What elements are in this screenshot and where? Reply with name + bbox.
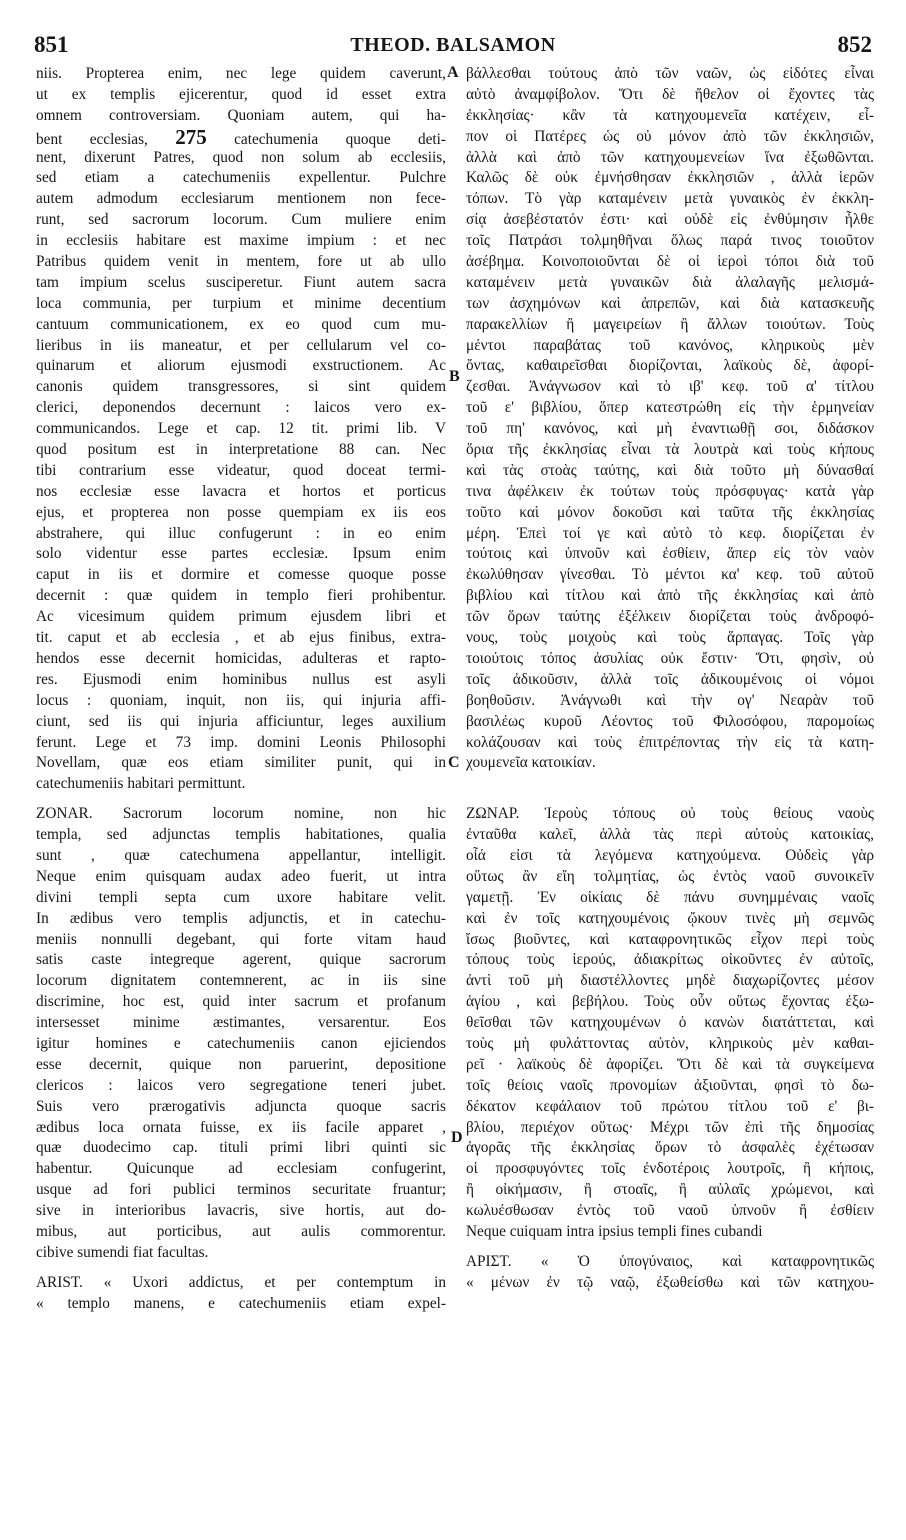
text-line: ἐνταῦθα καλεῖ, ἀλλὰ τὰς περὶ αὐτοὺς κατοικίας, <box>466 826 874 844</box>
text-line: clerici, deponendos decernunt : laicos vero ex- <box>36 399 446 417</box>
text-line: τινα ἀφέλκειν ἐκ τούτων τοὺς πρόσφυγας· κατὰ γὰρ <box>466 482 874 500</box>
text-line: locorum dignitatem contemnerent, ac in iis sine <box>36 972 446 990</box>
text-line: ferunt. Lege et 73 imp. domini Leonis Philosophi <box>36 733 446 751</box>
text-line: clericos : laicos vero segregatione teneri jubet. <box>36 1076 446 1094</box>
text-line: βιβλίου καὶ τίτλου καὶ ἀπὸ τῆς ἐκκλησίας καὶ ἀπὸ <box>466 587 874 605</box>
text-line: mibus, aut porticibus, aut aulis commorentur. <box>36 1222 446 1240</box>
text-line: βοηθοῦσιν. Ἀνάγνωθι καὶ τὴν ογ' Νεαρὰν τοῦ <box>466 691 874 709</box>
text-line: τόπους τοὺς ἱερούς, ἀδιακρίτως οἰκοῦντες ἐν αὐτοῖς, <box>466 951 874 969</box>
text-line: ὄντας, καθαιρεῖσθαι διορίζονται, λαϊκοὺς δὲ, ἀφορί- <box>466 357 874 375</box>
text-line: tam impium scelus susciperetur. Fiunt autem sacra <box>36 273 446 291</box>
latin-commentary-continuation <box>36 148 446 796</box>
text-line: βάλλεσθαι τούτους ἀπὸ τῶν ναῶν, ὡς εἰδότες εἶναι <box>466 65 874 82</box>
text-line: « templo manens, e catechumeniis etiam expel- <box>36 1294 446 1312</box>
text-line: ἀντὶ τοῦ μὴ διαστέλλοντες μηδὲ διαχωρίζοντες μέσον <box>466 972 874 990</box>
text-line: ἀσέβημα. Κοινοποιοῦνται δὲ οἱ ἱεροὶ τόποι διὰ τοῦ <box>466 253 874 271</box>
text-line: in ecclesiis habitare est maxime impium : et nec <box>36 232 446 250</box>
column-number: 275 <box>175 126 207 148</box>
text-line: usque ad fori publici terminos securitate fruantur; <box>36 1181 446 1199</box>
text-line: τόπων. Τὸ γὰρ καταμένειν μετὰ γυναικὸς ἐν ἐκκλη- <box>466 190 874 208</box>
text-line: ἀγορᾶς τῆς ἐκκλησίας ὅρων τὸ ἀσφαλὲς ἐχέτωσαν <box>466 1139 874 1157</box>
text-line: τούτοις καὶ ὑπνοῦν καὶ ἐσθίειν, ἅπερ εἰς τὸν ναὸν <box>466 545 874 563</box>
text-line: ἐκκλησίας· κἂν τὰ κατηχουμενεῖα κατέχειν, εἶ- <box>466 106 874 124</box>
text-line: δέκατον κεφάλαιον τοῦ πρώτου τίτλου τοῦ ε' βι- <box>466 1097 874 1115</box>
running-title: THEOD. BALSAMON <box>350 34 556 56</box>
text-line: niis. Propterea enim, nec lege quidem caverunt, <box>36 65 446 82</box>
text-line: ejus, et propterea non posse quempiam ex iis eos <box>36 503 446 521</box>
text-line: Neque enim quisquam audax adeo fuerit, ut intra <box>36 867 446 885</box>
text-line: τοῖς ἀδικοῦσιν, ἀλλὰ τοῖς ἀδικουμένοις οἱ νόμοι <box>466 670 874 688</box>
latin-column <box>36 64 446 1315</box>
text-line: nos ecclesiæ esse lavacra et hortos et porticus <box>36 482 446 500</box>
text-line: abstrahere, qui illuc confugerunt : in eo enim <box>36 524 446 542</box>
text-line: discrimine, hoc est, quid inter sacrum et profanum <box>36 993 446 1011</box>
greek-column <box>466 64 874 1294</box>
text-line: οὕτως ἂν εἴη τολμητίας, ὡς ἐντὸς ναοῦ συνοικεῖν <box>466 867 874 885</box>
text-line: omnem controversiam. Quoniam autem, qui ha- <box>36 106 446 124</box>
text-line: θεῖσθαι τῶν κατηχουμένων ὁ κανὼν διατάττεται, καὶ <box>466 1014 874 1032</box>
text-line: communicandos. Lege et cap. 12 tit. primi lib. V <box>36 420 446 438</box>
right-page-number: 852 <box>837 32 872 57</box>
text-line: meniis nonnulli degebant, qui forte vitam haud <box>36 930 446 948</box>
text-line: μέρη. Ἐπεὶ τοί γε καὶ αὐτὸ τὸ κεφ. διορίζεται ἐν <box>466 524 874 542</box>
text-line: ΖΩΝΑΡ. Ἱεροὺς τόπους οὐ τοὺς θείους ναοὺς <box>466 805 874 823</box>
text-line: κωλυέσθωσαν ἐντὸς τοῦ ναοῦ ὑπνοῦν ἢ ἐσθίειν <box>466 1202 874 1220</box>
text-line: καταμένειν μετὰ γυναικῶν διὰ ἀλαλαγῆς μελισμά- <box>466 273 874 291</box>
text-line: intersesset minime æstimantes, versarentur. Eos <box>36 1014 446 1032</box>
text-line: μέντοι παραβάτας τοῦ κανόνος, κληρικοὺς μὲν <box>466 336 874 354</box>
latin-commentary-body <box>36 64 446 795</box>
text-line: βασιλέως κυροῦ Λέοντος τοῦ Φιλοσόφου, παρομοίως <box>466 712 874 730</box>
text-line: locus : quoniam, inquit, non iis, qui injuria affi- <box>36 691 446 709</box>
text-line: templa, sed adjunctas templis habitationes, qualia <box>36 826 446 844</box>
text-line: νους, τοὺς μοιχοὺς καὶ τοὺς ἅρπαγας. Τοῖς γὰρ <box>466 629 874 647</box>
text-line: caput in iis et dormire et comesse quoque posse <box>36 566 446 584</box>
text-line: canonis quidem transgressores, si sint quidem <box>36 378 446 396</box>
text-line: cibive sumendi fiat facultas. <box>36 1243 209 1261</box>
text-line: tibi contrarium esse videatur, quod doceat termi- <box>36 461 446 479</box>
text-line: solo videntur esse partes ecclesiæ. Ipsum enim <box>36 545 446 563</box>
text-line: hendos esse decernit homicidas, adulteras et rapto- <box>36 649 446 667</box>
text-line: γαμετῇ. Ἐν οἰκίαις δὲ πάνυ συνημμέναις ναοῖς <box>466 888 874 906</box>
text-line: ΑΡΙΣΤ. « Ὁ ὑπογύναιος, καὶ καταφρονητικῶς <box>466 1252 874 1270</box>
text-line: autem admodum ecclesiarum mentionem non fece- <box>36 190 446 208</box>
text-line: sed etiam a catechumeniis expellentur. Pulchre <box>36 169 446 187</box>
latin-aristenus-section <box>36 1273 446 1315</box>
text-line: τῶν ὅρων ταύτης ἐξέλκειν διορίζεται τοὺς ἀνδροφό- <box>466 608 874 626</box>
text-line <box>36 127 446 148</box>
text-line: ut ex templis ejicerentur, quod id esset extra <box>36 85 446 103</box>
section-marker-d: D <box>451 1129 463 1146</box>
greek-aristenus-section <box>466 1252 874 1294</box>
text-line: sunt , quæ catechumena appellantur, intelligit. <box>36 846 446 864</box>
left-page-number: 851 <box>34 32 69 57</box>
text-line: οἱ προσφυγόντες τοῖς ἐνδοτέροις λουτροῖς, ἢ κήποις, <box>466 1160 874 1178</box>
greek-zonaras-section <box>466 804 874 1243</box>
text-line: ὅρια τῆς ἐκκλησίας εἶναι τὰ λουτρὰ καὶ τοὺς κήπους <box>466 441 874 459</box>
text-line: Neque cuiquam intra ipsius templi fines cubandi <box>466 1222 763 1240</box>
text-line: ἀλλὰ καὶ ἀπὸ τῶν κατηχουμενείων ἵνα ἐξωθῶνται. <box>466 148 874 166</box>
text-line: Καλῶς δὲ οὐκ ἐμνήσθησαν ἐκκλησιῶν , ἀλλὰ ἱερῶν <box>466 169 874 187</box>
text-fragment: bent ecclesias, <box>36 130 148 148</box>
latin-zonaras-section <box>36 804 446 1264</box>
text-line: ρεῖ · λαϊκοὺς δὲ ἀφορίζει. Ὅτι δὲ καὶ τὰ συγκείμενα <box>466 1055 874 1073</box>
section-marker-b: B <box>449 368 460 385</box>
text-line: ædibus loca ornata fuisse, ex iis facile apparet , <box>36 1118 446 1136</box>
text-line: τοῦ ε' βιβλίου, ὅπερ κατεστρώθη εἰς τὴν ἑρμηνείαν <box>466 399 874 417</box>
greek-commentary-body <box>466 64 874 774</box>
text-line: κολάζουσαν καὶ τοὺς ἐπιτρέποντας τὴν εἰς τὰ κατη- <box>466 733 874 751</box>
text-line: runt, sed sacrorum locorum. Cum muliere enim <box>36 211 446 229</box>
text-line: οἷά εἰσι τὰ λεγόμενα κατηχούμενα. Οὐδεὶς γὰρ <box>466 846 874 864</box>
text-line: Ac vicesimum quidem primum ejusdem libri et <box>36 608 446 626</box>
text-line: ἐκωλύθησαν γίνεσθαι. Τὸ μέντοι κα' κεφ. τοῦ αὐτοῦ <box>466 566 874 584</box>
text-line: divini templi septa cum uxore habitare velit. <box>36 888 446 906</box>
text-line: quod positum est in interpretatione 88 can. Nec <box>36 441 446 459</box>
text-line: βλίου, περιέχον οὕτως· Μέχρι τῶν ἐπὶ τῆς δημοσίας <box>466 1118 874 1136</box>
text-line: decernit : quæ quidem in templo fieri prohibentur. <box>36 587 446 605</box>
text-line: sive in interioribus lavacris, sive hortis, aut do- <box>36 1202 446 1220</box>
text-line: Patribus quidem venit in mentem, fore ut ab ullo <box>36 253 446 271</box>
text-line: τοῖς Πατράσι τολμηθῆναι ὅλως παρά τινος τοιοῦτον <box>466 232 874 250</box>
text-line: τοῦτο καὶ μόνον δοκοῦσι καὶ ταῦτα τῆς ἐκκλησίας <box>466 503 874 521</box>
text-line: ciunt, sed iis qui injuria afficiuntur, leges auxilium <box>36 712 446 730</box>
text-line: cantuum communicationem, ex eo quod cum mu- <box>36 315 446 333</box>
text-line: ζεσθαι. Ἀνάγνωσον καὶ τὸ ιβ' κεφ. τοῦ α' τίτλου <box>466 378 874 396</box>
text-line: χουμενεῖα κατοικίαν. <box>466 754 596 772</box>
text-line: quinarum et aliorum ejusmodi exstructionem. Ac <box>36 357 446 375</box>
text-line: tit. caput et ab ecclesia , et ab ejus finibus, extra- <box>36 629 446 647</box>
text-line: αὐτὸ ἀναμφίβολον. Ὅτι δὲ ἤθελον οἱ ἔχοντες τὰς <box>466 85 874 103</box>
page-header <box>34 32 872 60</box>
text-line: τοῦ πη' κανόνος, καὶ μὴ ἐναντιωθῇ σοι, διδάσκον <box>466 420 874 438</box>
text-fragment: catechumenia quoque deti- <box>234 130 446 148</box>
text-line: res. Ejusmodi enim hominibus nullus est asyli <box>36 670 446 688</box>
text-line: nent, dixerunt Patres, quod non solum ab ecclesiis, <box>36 148 446 166</box>
text-line: catechumeniis habitari permittunt. <box>36 775 246 793</box>
text-line: « μένων ἐν τῷ ναῷ, ἐξωθείσθω καὶ τῶν κατηχου- <box>466 1273 874 1291</box>
text-line: τοὺς μὴ φυλάττοντας αὐτὸν, κληρικοὺς μὲν καθαι- <box>466 1034 874 1052</box>
text-line: παρακελλίων ἢ μαγειρείων ἢ ἄλλων τοιούτων. Τοὺς <box>466 315 874 333</box>
text-line: των ἀσχημόνων καὶ ἀπρεπῶν, καὶ διὰ κατασκευῆς <box>466 294 874 312</box>
text-line: Suis vero prærogativis adjuncta quoque sacris <box>36 1097 446 1115</box>
text-line: ARIST. « Uxori addictus, et per contemptum in <box>36 1273 446 1291</box>
text-line: ZONAR. Sacrorum locorum nomine, non hic <box>36 805 446 823</box>
text-line: esse decernit, quique non paruerint, depositione <box>36 1055 446 1073</box>
text-line: satis caste integreque agerent, quique sacrorum <box>36 951 446 969</box>
text-line: lieribus in iis maneatur, et per cellularum vel co- <box>36 336 446 354</box>
text-line: ἁγίου , καὶ βεβήλου. Τοὺς οὖν οὕτως ἔχοντας ἐξω- <box>466 993 874 1011</box>
text-line: πον οἱ Πατέρες ὡς οὐ μόνον ἀπὸ τῶν ἐκκλησιῶν, <box>466 127 874 145</box>
text-line: ἢ οἰκήμασιν, ἢ στοαῖς, ἢ αὐλαῖς χρώμενοι, καὶ <box>466 1181 874 1199</box>
text-line: quæ duodecimo cap. tituli primi libri quinti sic <box>36 1139 446 1157</box>
text-line: In ædibus vero templis adjunctis, et in catechu- <box>36 909 446 927</box>
text-line: ἴσως βιοῦντες, καὶ καταφρονητικῶς εἶχον περὶ τοὺς <box>466 930 874 948</box>
text-line: τοῖς θείοις ναοῖς προνομίων ἀξιοῦνται, φησὶ τὸ δω- <box>466 1076 874 1094</box>
text-line: καὶ ἐν τοῖς κατηχουμένοις ᾤκουν τινὲς μὴ σεμνῶς <box>466 909 874 927</box>
text-line: καὶ τὰς στοὰς ταύτης, καὶ διὰ τοῦτο μὴ δύνασθαί <box>466 461 874 479</box>
text-line: τοιούτοις τόπος ἀσυλίας οὐκ ἔστιν· Ὅτι, φησὶν, οὐ <box>466 649 874 667</box>
text-line: σίᾳ ἀσεβέστατόν ἐστι· καὶ οὐδὲ εἰς ἐνθύμησιν ἦλθε <box>466 211 874 229</box>
text-line: loca communia, per turpium et minime decentium <box>36 294 446 312</box>
section-marker-a: A <box>447 64 459 81</box>
text-line: habentur. Quicunque ad ecclesiam confugerint, <box>36 1160 446 1178</box>
text-line: igitur homines e catechumeniis canon ejiciendos <box>36 1034 446 1052</box>
section-marker-c: C <box>448 754 460 771</box>
text-line: Novellam, quæ eos etiam similiter punit, qui in <box>36 754 446 772</box>
